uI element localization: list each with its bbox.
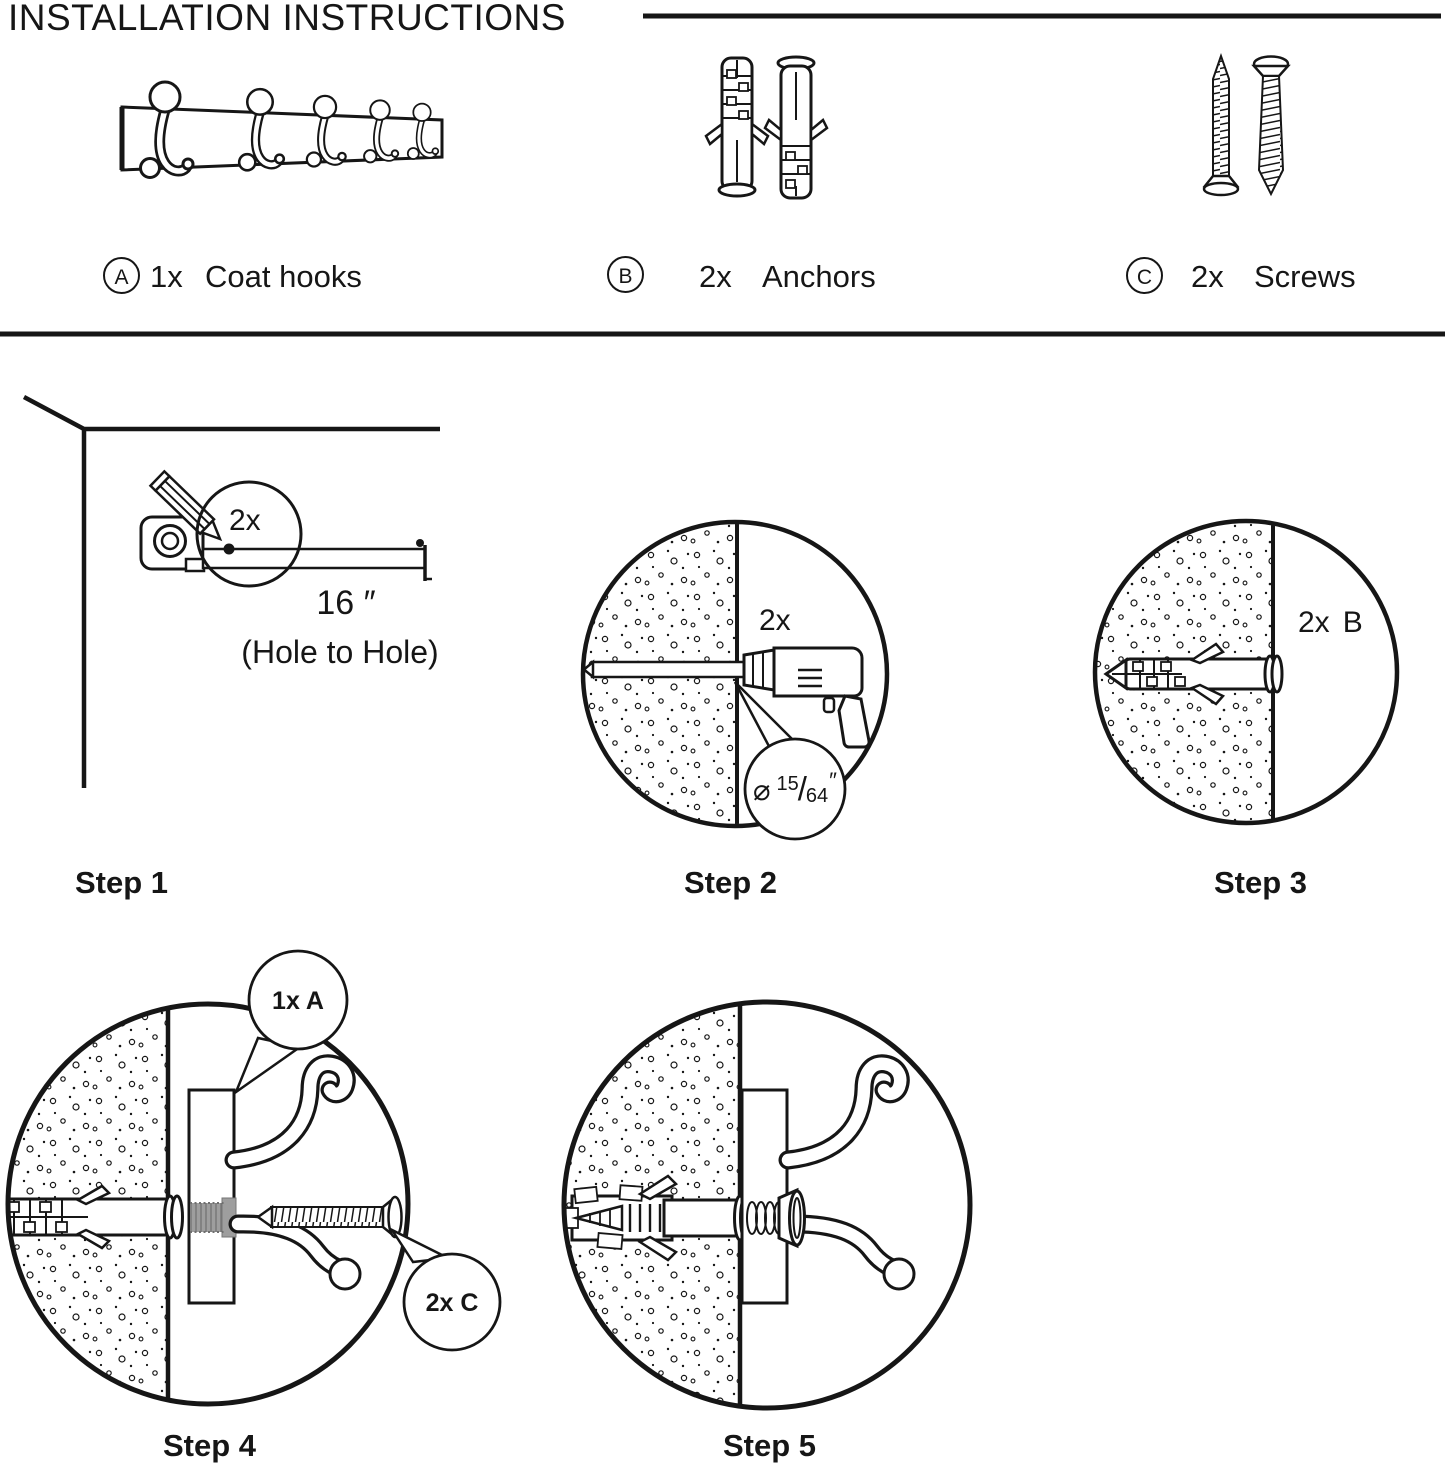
gray-thread-section (190, 1198, 236, 1237)
step2-label: Step 2 (684, 865, 778, 900)
part-ref-c: C (1136, 266, 1153, 289)
step2-drill-diameter (743, 768, 847, 808)
part-name-a: Coat hooks (205, 259, 362, 294)
part-ref-a: A (114, 266, 129, 289)
step1-distance: 16 ″ (316, 584, 376, 622)
step3-qty: 2x (1298, 606, 1330, 639)
diameter-numerator: 15 (776, 773, 799, 795)
step5-label: Step 5 (723, 1428, 817, 1463)
part-qty-b: 2x (699, 259, 732, 294)
coat-hook-rack-icon (122, 82, 442, 178)
step4-callout-hook: 1x A (272, 987, 324, 1015)
step3-quantity-mark (1298, 606, 1363, 640)
page-title: INSTALLATION INSTRUCTIONS (8, 0, 566, 38)
part-name-b: Anchors (762, 259, 876, 294)
rail-board-step4 (189, 1090, 234, 1303)
diameter-symbol: ⌀ (753, 775, 771, 807)
part-badge-a (103, 257, 140, 294)
step3-label: Step 3 (1214, 865, 1308, 900)
wall-cross-section-step4 (2, 1006, 183, 1402)
step1-label: Step 1 (75, 865, 169, 900)
step1-note: (Hole to Hole) (241, 634, 439, 670)
step4-label: Step 4 (163, 1428, 257, 1463)
wall-cross-section-step5 (560, 1004, 752, 1406)
part-badge-b (607, 256, 644, 293)
part-badge-c (1126, 257, 1163, 294)
part-ref-b: B (618, 265, 633, 288)
coat-hook-icon-step5 (788, 1064, 914, 1289)
step3-part-ref: B (1342, 606, 1363, 639)
diameter-slash: / (797, 770, 807, 807)
part-qty-c: 2x (1191, 259, 1224, 294)
drill-bit-icon (584, 662, 744, 677)
part-name-c: Screws (1254, 259, 1356, 294)
step1-quantity-mark: 2x (229, 504, 261, 537)
wall-anchors-icon (706, 57, 827, 198)
coat-hook-icon-step4 (234, 1064, 360, 1289)
step2-quantity-mark: 2x (759, 604, 791, 637)
diameter-denominator: 64 (805, 785, 829, 807)
diameter-unit: ″ (829, 768, 837, 793)
screws-icon (1204, 56, 1288, 195)
part-qty-a: 1x (150, 259, 183, 294)
step4-callout-screw: 2x C (425, 1289, 479, 1317)
